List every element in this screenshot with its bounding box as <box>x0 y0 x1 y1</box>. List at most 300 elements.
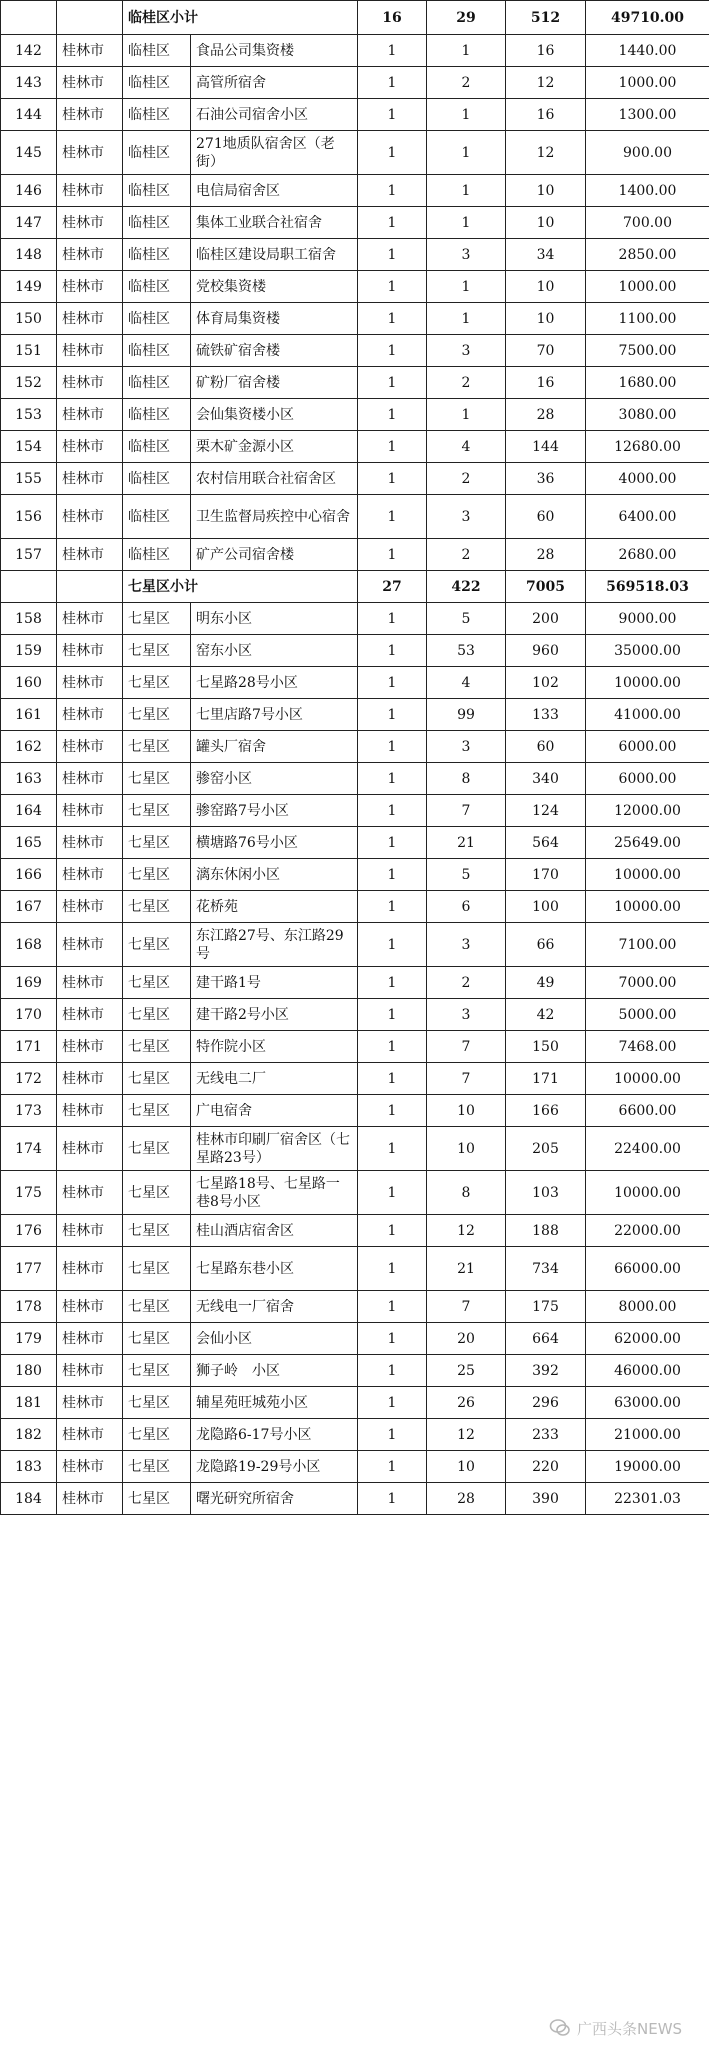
city-cell: 桂林市 <box>57 207 123 239</box>
table-row <box>1 667 709 699</box>
table-row <box>1 635 709 667</box>
empty-cell <box>57 1 123 35</box>
estate-name-cell: 骖窑小区 <box>191 763 358 795</box>
count-cell-2: 99 <box>427 699 506 731</box>
count-cell-3: 233 <box>506 1419 586 1451</box>
amount-cell: 1100.00 <box>586 303 709 335</box>
estate-name-cell: 七里店路7号小区 <box>191 699 358 731</box>
row-number: 164 <box>1 795 57 827</box>
city-cell: 桂林市 <box>57 1355 123 1387</box>
row-number: 149 <box>1 271 57 303</box>
row-number: 179 <box>1 1323 57 1355</box>
count-cell-1: 1 <box>358 463 427 495</box>
estate-name-cell: 七星路28号小区 <box>191 667 358 699</box>
row-number: 163 <box>1 763 57 795</box>
row-number: 175 <box>1 1171 57 1215</box>
row-number: 142 <box>1 35 57 67</box>
city-cell: 桂林市 <box>57 603 123 635</box>
subtotal-row <box>1 1 709 35</box>
estate-name-cell: 广电宿舍 <box>191 1095 358 1127</box>
row-number: 176 <box>1 1215 57 1247</box>
amount-cell: 12000.00 <box>586 795 709 827</box>
amount-cell: 5000.00 <box>586 999 709 1031</box>
table-row <box>1 1127 709 1171</box>
amount-cell: 46000.00 <box>586 1355 709 1387</box>
city-cell: 桂林市 <box>57 1063 123 1095</box>
count-cell-1: 1 <box>358 367 427 399</box>
count-cell-1: 1 <box>358 859 427 891</box>
table-row <box>1 859 709 891</box>
table-row <box>1 1247 709 1291</box>
table-row <box>1 1215 709 1247</box>
count-cell-1: 1 <box>358 539 427 571</box>
estate-name-cell: 党校集资楼 <box>191 271 358 303</box>
count-cell-1: 1 <box>358 827 427 859</box>
row-number: 158 <box>1 603 57 635</box>
count-cell-2: 3 <box>427 999 506 1031</box>
count-cell-3: 10 <box>506 207 586 239</box>
count-cell-3: 734 <box>506 1247 586 1291</box>
count-cell-1: 1 <box>358 999 427 1031</box>
district-cell: 七星区 <box>123 1323 191 1355</box>
count-cell-1: 1 <box>358 175 427 207</box>
count-cell-3: 16 <box>506 367 586 399</box>
amount-cell: 7000.00 <box>586 967 709 999</box>
count-cell-1: 1 <box>358 967 427 999</box>
subtotal-row <box>1 571 709 603</box>
table-row <box>1 1419 709 1451</box>
city-cell: 桂林市 <box>57 1127 123 1171</box>
city-cell: 桂林市 <box>57 667 123 699</box>
estate-name-cell: 矿产公司宿舍楼 <box>191 539 358 571</box>
district-cell: 临桂区 <box>123 303 191 335</box>
estate-name-cell: 食品公司集资楼 <box>191 35 358 67</box>
count-cell-2: 21 <box>427 827 506 859</box>
city-cell: 桂林市 <box>57 827 123 859</box>
count-cell-3: 36 <box>506 463 586 495</box>
row-number: 184 <box>1 1483 57 1515</box>
table-row <box>1 367 709 399</box>
city-cell: 桂林市 <box>57 1095 123 1127</box>
city-cell: 桂林市 <box>57 763 123 795</box>
count-cell-2: 3 <box>427 239 506 271</box>
count-cell-3: 188 <box>506 1215 586 1247</box>
count-cell-3: 205 <box>506 1127 586 1171</box>
count-cell-2: 10 <box>427 1127 506 1171</box>
row-number: 155 <box>1 463 57 495</box>
city-cell: 桂林市 <box>57 1171 123 1215</box>
amount-cell: 12680.00 <box>586 431 709 463</box>
amount-cell: 10000.00 <box>586 891 709 923</box>
amount-cell: 25649.00 <box>586 827 709 859</box>
count-cell-1: 1 <box>358 923 427 967</box>
row-number: 145 <box>1 131 57 175</box>
count-cell-3: 16 <box>506 35 586 67</box>
city-cell: 桂林市 <box>57 1387 123 1419</box>
count-cell-1: 1 <box>358 99 427 131</box>
amount-cell: 8000.00 <box>586 1291 709 1323</box>
count-cell-1: 1 <box>358 131 427 175</box>
district-cell: 七星区 <box>123 1095 191 1127</box>
district-cell: 临桂区 <box>123 207 191 239</box>
count-cell-1: 1 <box>358 1063 427 1095</box>
estate-name-cell: 七星路18号、七星路一巷8号小区 <box>191 1171 358 1215</box>
count-cell-3: 28 <box>506 539 586 571</box>
amount-cell: 1000.00 <box>586 67 709 99</box>
amount-cell: 1000.00 <box>586 271 709 303</box>
estate-name-cell: 龙隐路19-29号小区 <box>191 1451 358 1483</box>
district-cell: 七星区 <box>123 923 191 967</box>
count-cell-2: 3 <box>427 495 506 539</box>
district-cell: 七星区 <box>123 795 191 827</box>
estate-name-cell: 东江路27号、东江路29号 <box>191 923 358 967</box>
table-row <box>1 239 709 271</box>
estate-name-cell: 硫铁矿宿舍楼 <box>191 335 358 367</box>
count-cell-2: 1 <box>427 207 506 239</box>
subtotal-count-1: 16 <box>358 1 427 35</box>
city-cell: 桂林市 <box>57 1451 123 1483</box>
watermark <box>545 2015 686 2041</box>
amount-cell: 10000.00 <box>586 667 709 699</box>
row-number: 172 <box>1 1063 57 1095</box>
district-cell: 七星区 <box>123 1171 191 1215</box>
estate-name-cell: 横塘路76号小区 <box>191 827 358 859</box>
estate-name-cell: 罐头厂宿舍 <box>191 731 358 763</box>
district-cell: 七星区 <box>123 1291 191 1323</box>
count-cell-2: 25 <box>427 1355 506 1387</box>
district-cell: 临桂区 <box>123 335 191 367</box>
count-cell-2: 1 <box>427 131 506 175</box>
count-cell-2: 2 <box>427 367 506 399</box>
amount-cell: 900.00 <box>586 131 709 175</box>
count-cell-2: 7 <box>427 1291 506 1323</box>
district-cell: 临桂区 <box>123 239 191 271</box>
subtotal-amount: 569518.03 <box>586 571 709 603</box>
city-cell: 桂林市 <box>57 99 123 131</box>
row-number: 160 <box>1 667 57 699</box>
estate-name-cell: 建干路1号 <box>191 967 358 999</box>
count-cell-2: 8 <box>427 1171 506 1215</box>
city-cell: 桂林市 <box>57 731 123 763</box>
row-number: 167 <box>1 891 57 923</box>
count-cell-2: 3 <box>427 335 506 367</box>
city-cell: 桂林市 <box>57 239 123 271</box>
count-cell-2: 20 <box>427 1323 506 1355</box>
district-cell: 临桂区 <box>123 539 191 571</box>
count-cell-1: 1 <box>358 1387 427 1419</box>
district-cell: 临桂区 <box>123 495 191 539</box>
district-cell: 七星区 <box>123 763 191 795</box>
count-cell-3: 220 <box>506 1451 586 1483</box>
count-cell-1: 1 <box>358 207 427 239</box>
count-cell-3: 200 <box>506 603 586 635</box>
count-cell-1: 1 <box>358 431 427 463</box>
count-cell-2: 21 <box>427 1247 506 1291</box>
city-cell: 桂林市 <box>57 699 123 731</box>
city-cell: 桂林市 <box>57 967 123 999</box>
count-cell-1: 1 <box>358 699 427 731</box>
count-cell-3: 10 <box>506 271 586 303</box>
count-cell-2: 53 <box>427 635 506 667</box>
table-row <box>1 1095 709 1127</box>
amount-cell: 6000.00 <box>586 763 709 795</box>
count-cell-2: 7 <box>427 1031 506 1063</box>
count-cell-3: 170 <box>506 859 586 891</box>
table-row <box>1 891 709 923</box>
count-cell-2: 7 <box>427 1063 506 1095</box>
count-cell-2: 3 <box>427 923 506 967</box>
row-number: 161 <box>1 699 57 731</box>
count-cell-3: 12 <box>506 67 586 99</box>
count-cell-3: 10 <box>506 303 586 335</box>
count-cell-2: 10 <box>427 1451 506 1483</box>
amount-cell: 66000.00 <box>586 1247 709 1291</box>
district-cell: 七星区 <box>123 1451 191 1483</box>
district-cell: 七星区 <box>123 1387 191 1419</box>
city-cell: 桂林市 <box>57 175 123 207</box>
row-number: 178 <box>1 1291 57 1323</box>
district-cell: 临桂区 <box>123 463 191 495</box>
count-cell-1: 1 <box>358 335 427 367</box>
count-cell-3: 34 <box>506 239 586 271</box>
city-cell: 桂林市 <box>57 1215 123 1247</box>
count-cell-2: 4 <box>427 667 506 699</box>
estate-name-cell: 桂山酒店宿舍区 <box>191 1215 358 1247</box>
empty-cell <box>57 571 123 603</box>
estate-name-cell: 漓东休闲小区 <box>191 859 358 891</box>
count-cell-2: 12 <box>427 1215 506 1247</box>
row-number: 181 <box>1 1387 57 1419</box>
count-cell-1: 1 <box>358 603 427 635</box>
count-cell-3: 664 <box>506 1323 586 1355</box>
count-cell-3: 171 <box>506 1063 586 1095</box>
table-row <box>1 795 709 827</box>
count-cell-3: 102 <box>506 667 586 699</box>
amount-cell: 4000.00 <box>586 463 709 495</box>
count-cell-1: 1 <box>358 891 427 923</box>
table-row <box>1 131 709 175</box>
table-row <box>1 463 709 495</box>
count-cell-1: 1 <box>358 271 427 303</box>
district-cell: 七星区 <box>123 999 191 1031</box>
count-cell-1: 1 <box>358 1095 427 1127</box>
amount-cell: 9000.00 <box>586 603 709 635</box>
count-cell-1: 1 <box>358 1291 427 1323</box>
count-cell-1: 1 <box>358 795 427 827</box>
estate-name-cell: 无线电二厂 <box>191 1063 358 1095</box>
row-number: 166 <box>1 859 57 891</box>
row-number: 170 <box>1 999 57 1031</box>
empty-cell <box>1 1 57 35</box>
subtotal-count-1: 27 <box>358 571 427 603</box>
city-cell: 桂林市 <box>57 1291 123 1323</box>
row-number: 180 <box>1 1355 57 1387</box>
estate-name-cell: 电信局宿舍区 <box>191 175 358 207</box>
row-number: 159 <box>1 635 57 667</box>
row-number: 162 <box>1 731 57 763</box>
count-cell-2: 2 <box>427 67 506 99</box>
district-cell: 七星区 <box>123 1031 191 1063</box>
table-row <box>1 1483 709 1515</box>
count-cell-3: 144 <box>506 431 586 463</box>
estate-name-cell: 临桂区建设局职工宿舍 <box>191 239 358 271</box>
count-cell-3: 296 <box>506 1387 586 1419</box>
table-row <box>1 1323 709 1355</box>
table-body <box>1 1 709 1515</box>
amount-cell: 1440.00 <box>586 35 709 67</box>
estate-name-cell: 龙隐路6-17号小区 <box>191 1419 358 1451</box>
estate-name-cell: 栗木矿金源小区 <box>191 431 358 463</box>
count-cell-1: 1 <box>358 1451 427 1483</box>
amount-cell: 6600.00 <box>586 1095 709 1127</box>
amount-cell: 35000.00 <box>586 635 709 667</box>
row-number: 143 <box>1 67 57 99</box>
city-cell: 桂林市 <box>57 463 123 495</box>
row-number: 174 <box>1 1127 57 1171</box>
city-cell: 桂林市 <box>57 303 123 335</box>
amount-cell: 7500.00 <box>586 335 709 367</box>
amount-cell: 22000.00 <box>586 1215 709 1247</box>
district-cell: 七星区 <box>123 859 191 891</box>
count-cell-1: 1 <box>358 35 427 67</box>
city-cell: 桂林市 <box>57 399 123 431</box>
row-number: 150 <box>1 303 57 335</box>
count-cell-1: 1 <box>358 1483 427 1515</box>
table-row <box>1 303 709 335</box>
city-cell: 桂林市 <box>57 271 123 303</box>
city-cell: 桂林市 <box>57 923 123 967</box>
count-cell-1: 1 <box>358 667 427 699</box>
count-cell-2: 5 <box>427 859 506 891</box>
amount-cell: 10000.00 <box>586 1063 709 1095</box>
amount-cell: 6400.00 <box>586 495 709 539</box>
estate-name-cell: 集体工业联合社宿舍 <box>191 207 358 239</box>
row-number: 171 <box>1 1031 57 1063</box>
table-row <box>1 431 709 463</box>
district-cell: 临桂区 <box>123 35 191 67</box>
count-cell-2: 2 <box>427 463 506 495</box>
count-cell-3: 564 <box>506 827 586 859</box>
table-row <box>1 1291 709 1323</box>
count-cell-1: 1 <box>358 1215 427 1247</box>
district-cell: 七星区 <box>123 635 191 667</box>
row-number: 183 <box>1 1451 57 1483</box>
city-cell: 桂林市 <box>57 999 123 1031</box>
city-cell: 桂林市 <box>57 131 123 175</box>
table-row <box>1 763 709 795</box>
amount-cell: 10000.00 <box>586 859 709 891</box>
row-number: 165 <box>1 827 57 859</box>
count-cell-2: 10 <box>427 1095 506 1127</box>
city-cell: 桂林市 <box>57 335 123 367</box>
district-cell: 七星区 <box>123 731 191 763</box>
amount-cell: 6000.00 <box>586 731 709 763</box>
count-cell-3: 28 <box>506 399 586 431</box>
district-cell: 七星区 <box>123 827 191 859</box>
estate-name-cell: 农村信用联合社宿舍区 <box>191 463 358 495</box>
count-cell-3: 340 <box>506 763 586 795</box>
estate-name-cell: 七星路东巷小区 <box>191 1247 358 1291</box>
count-cell-2: 1 <box>427 175 506 207</box>
count-cell-1: 1 <box>358 1355 427 1387</box>
count-cell-2: 2 <box>427 967 506 999</box>
count-cell-2: 1 <box>427 35 506 67</box>
amount-cell: 2850.00 <box>586 239 709 271</box>
count-cell-3: 166 <box>506 1095 586 1127</box>
table-row <box>1 99 709 131</box>
estate-name-cell: 高管所宿舍 <box>191 67 358 99</box>
amount-cell: 1400.00 <box>586 175 709 207</box>
table-row <box>1 731 709 763</box>
row-number: 148 <box>1 239 57 271</box>
count-cell-2: 7 <box>427 795 506 827</box>
count-cell-1: 1 <box>358 1247 427 1291</box>
district-cell: 七星区 <box>123 1247 191 1291</box>
table-row <box>1 1031 709 1063</box>
table-row <box>1 495 709 539</box>
count-cell-2: 4 <box>427 431 506 463</box>
count-cell-2: 1 <box>427 399 506 431</box>
district-cell: 临桂区 <box>123 399 191 431</box>
count-cell-2: 1 <box>427 99 506 131</box>
district-cell: 临桂区 <box>123 175 191 207</box>
count-cell-3: 70 <box>506 335 586 367</box>
amount-cell: 19000.00 <box>586 1451 709 1483</box>
count-cell-1: 1 <box>358 635 427 667</box>
count-cell-3: 390 <box>506 1483 586 1515</box>
city-cell: 桂林市 <box>57 1031 123 1063</box>
amount-cell: 63000.00 <box>586 1387 709 1419</box>
count-cell-2: 1 <box>427 271 506 303</box>
count-cell-3: 100 <box>506 891 586 923</box>
estate-name-cell: 271地质队宿舍区（老街） <box>191 131 358 175</box>
table-row <box>1 539 709 571</box>
district-cell: 七星区 <box>123 1127 191 1171</box>
estate-name-cell: 明东小区 <box>191 603 358 635</box>
table-row <box>1 923 709 967</box>
subtotal-amount: 49710.00 <box>586 1 709 35</box>
table-row <box>1 1355 709 1387</box>
estate-name-cell: 会仙小区 <box>191 1323 358 1355</box>
row-number: 152 <box>1 367 57 399</box>
amount-cell: 700.00 <box>586 207 709 239</box>
district-cell: 七星区 <box>123 1063 191 1095</box>
count-cell-3: 175 <box>506 1291 586 1323</box>
amount-cell: 2680.00 <box>586 539 709 571</box>
count-cell-1: 1 <box>358 67 427 99</box>
count-cell-2: 26 <box>427 1387 506 1419</box>
row-number: 153 <box>1 399 57 431</box>
amount-cell: 62000.00 <box>586 1323 709 1355</box>
subtotal-label: 临桂区小计 <box>123 1 358 35</box>
row-number: 182 <box>1 1419 57 1451</box>
count-cell-3: 12 <box>506 131 586 175</box>
watermark-text: 广西头条NEWS <box>577 2019 683 2038</box>
table-row <box>1 999 709 1031</box>
subtotal-count-3: 7005 <box>506 571 586 603</box>
district-cell: 七星区 <box>123 603 191 635</box>
table-row <box>1 207 709 239</box>
table-row <box>1 699 709 731</box>
estate-name-cell: 无线电一厂宿舍 <box>191 1291 358 1323</box>
amount-cell: 22301.03 <box>586 1483 709 1515</box>
city-cell: 桂林市 <box>57 35 123 67</box>
estate-name-cell: 窑东小区 <box>191 635 358 667</box>
count-cell-3: 150 <box>506 1031 586 1063</box>
estate-name-cell: 特作院小区 <box>191 1031 358 1063</box>
count-cell-1: 1 <box>358 763 427 795</box>
row-number: 146 <box>1 175 57 207</box>
